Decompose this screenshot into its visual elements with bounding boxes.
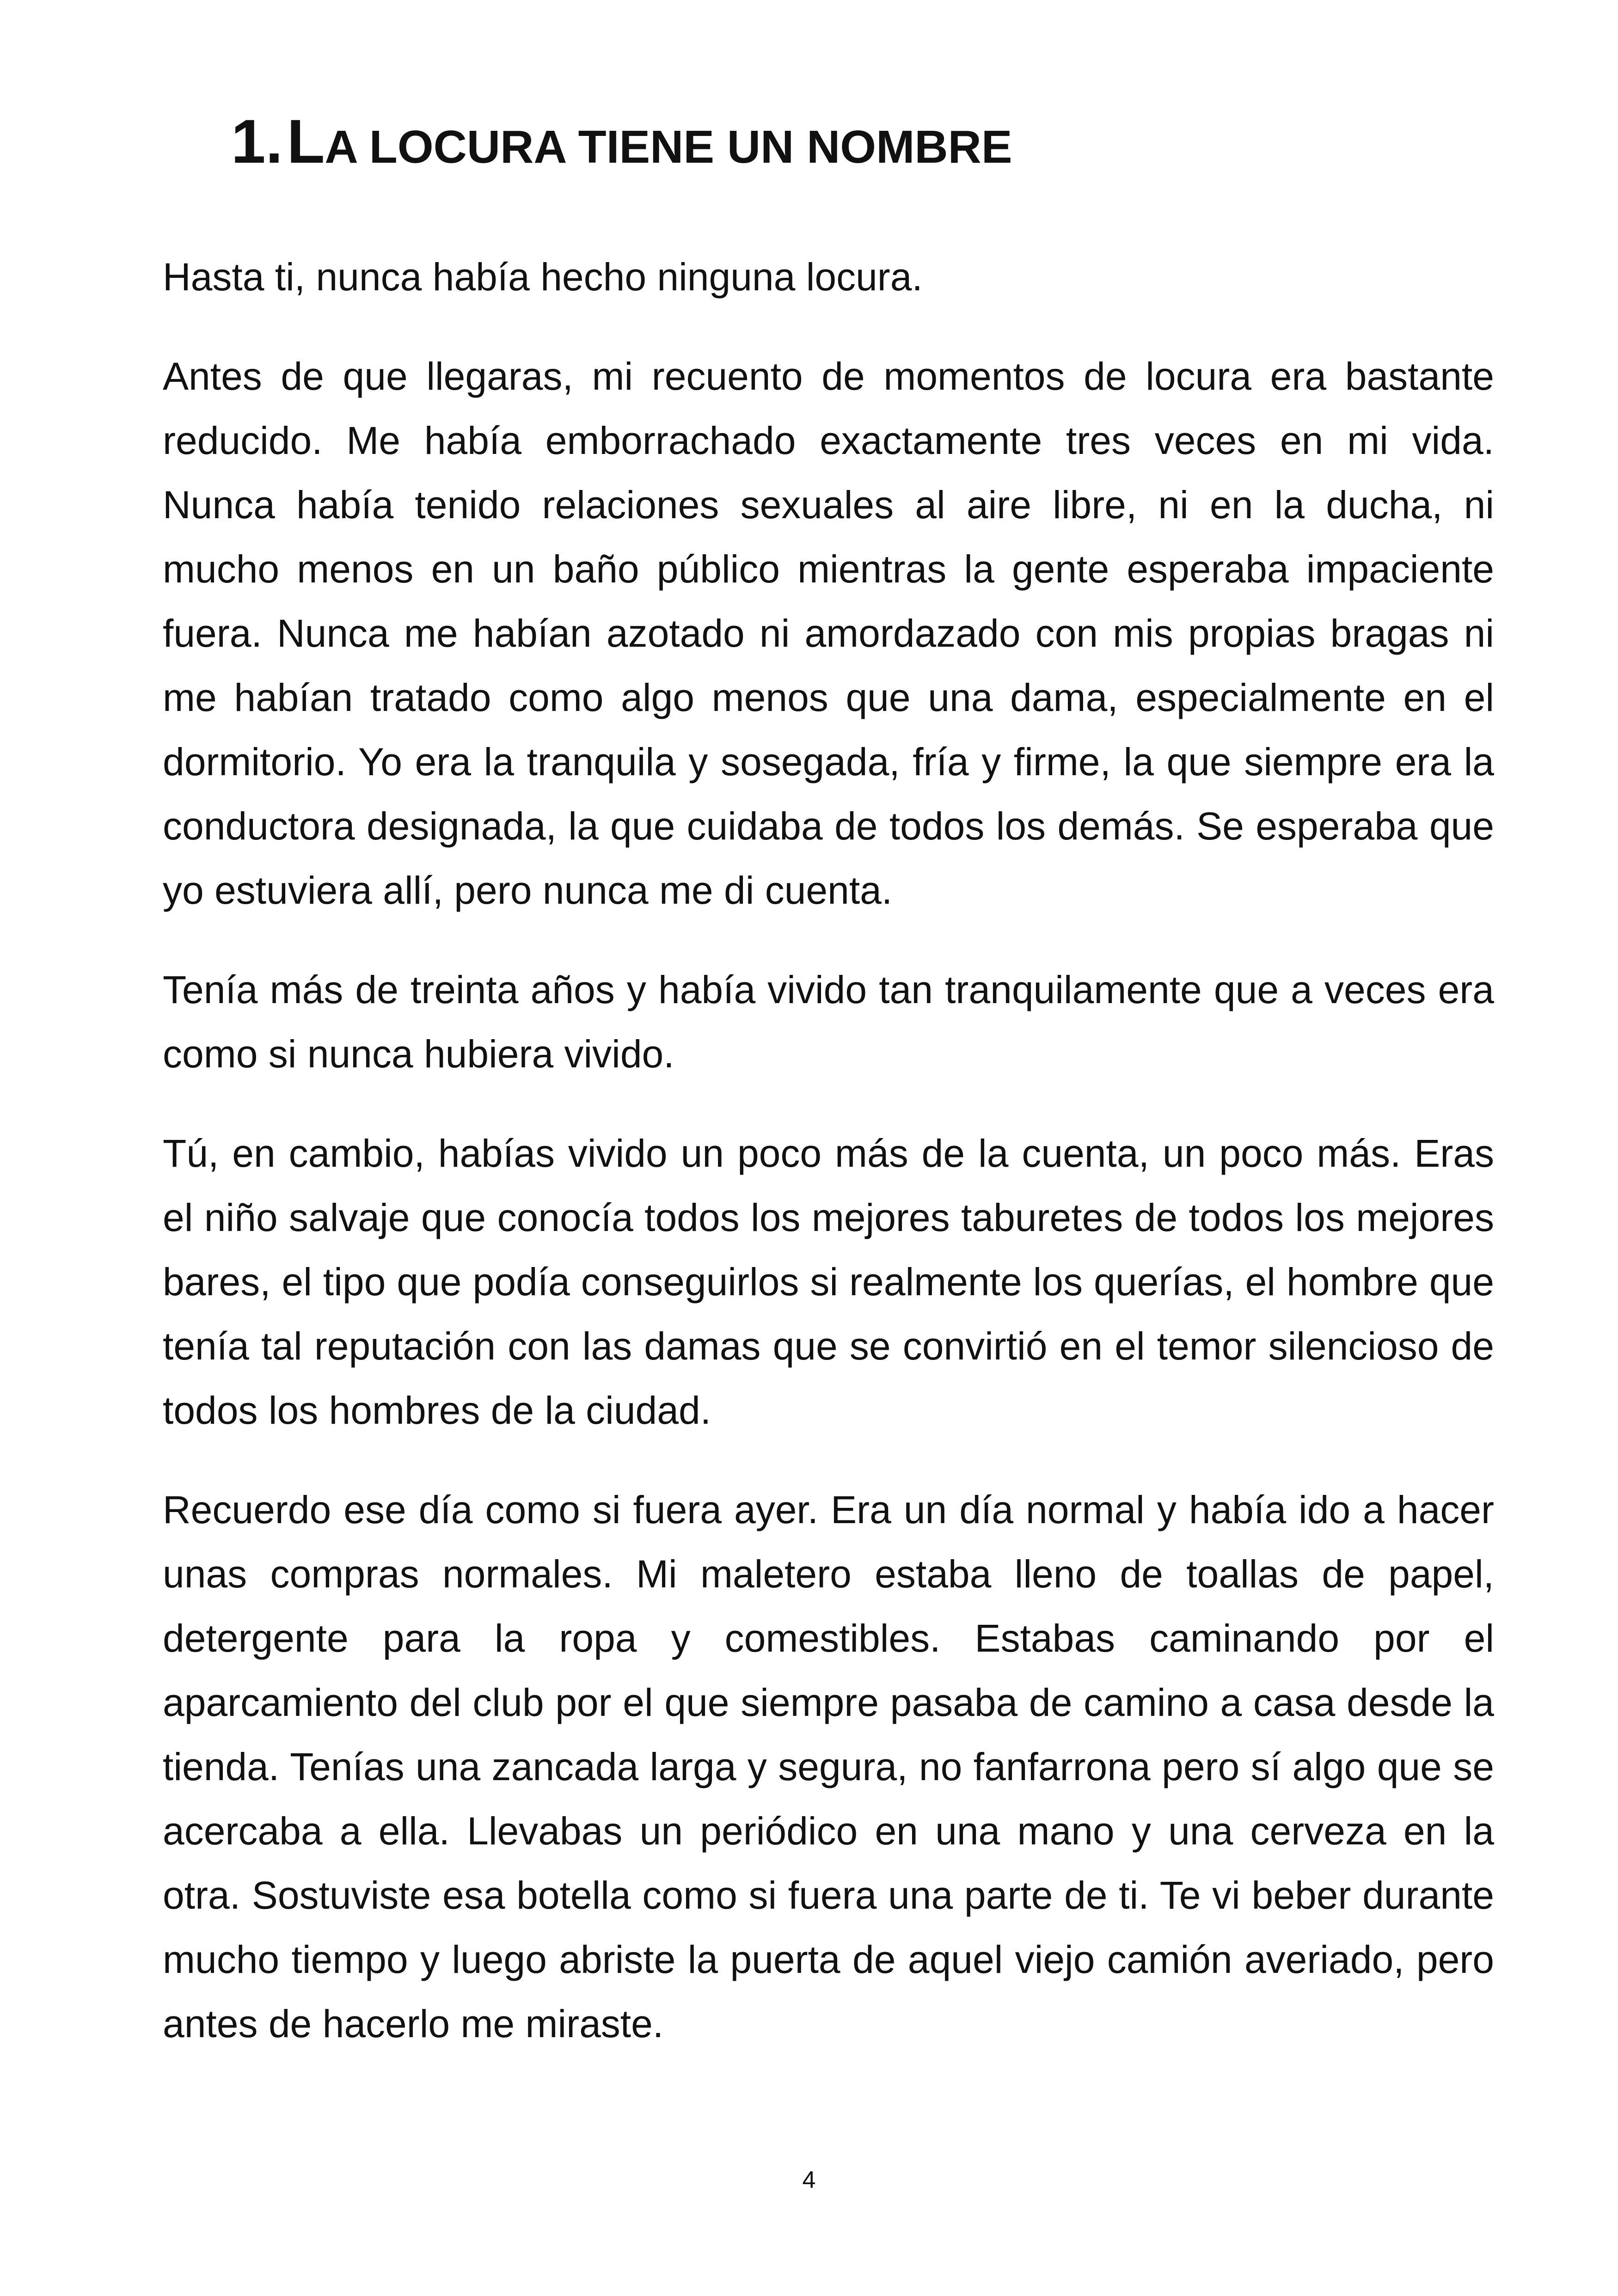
chapter-title-initial: L (287, 107, 325, 176)
chapter-title-small-caps: A LOCURA TIENE UN NOMBRE (325, 121, 1012, 173)
paragraph: Recuerdo ese día como si fuera ayer. Era un día normal y había ido a hacer unas compras normales. Mi maletero estaba lleno de toallas de papel, detergente para la ropa y comestibles. Estabas caminando por el aparcamiento del club por el que siempre pasaba de camino a casa desde la tienda. Tenías una zancada larga y segura, no fanfarrona pero sí algo que se acercaba a ella. Llevabas un periódico en una mano y una cerveza en la otra. Sostuviste esa botella como si fuera una parte de ti. Te vi beber durante mucho tiempo y luego abriste la puerta de aquel viejo camión averiado, pero antes de hacerlo me miraste. (163, 1488, 1494, 2045)
paragraph: Antes de que llegaras, mi recuento de momentos de locura era bastante reducido. Me había emborrachado exactamente tres veces en mi vida. Nunca había tenido relaciones sexuales al aire libre, ni en la ducha, ni mucho menos en un baño público mientras la gente esperaba impaciente fuera. Nunca me habían azotado ni amordazado con mis propias bragas ni me habían tratado como algo menos que una dama, especialmente en el dormitorio. Yo era la tranquila y sosegada, fría y firme, la que siempre era la conductora designada, la que cuidaba de todos los demás. Se esperaba que yo estuviera allí, pero nunca me di cuenta. (163, 355, 1494, 912)
chapter-number: 1. (231, 107, 283, 176)
paragraph: Hasta ti, nunca había hecho ninguna locura. (163, 255, 923, 299)
chapter-title (231, 107, 1012, 176)
page-number: 4 (802, 2167, 816, 2193)
paragraph: Tenía más de treinta años y había vivido tan tranquilamente que a veces era como si nunca hubiera vivido. (163, 968, 1494, 1076)
chapter-body (163, 245, 1494, 2091)
paragraph: Tú, en cambio, habías vivido un poco más de la cuenta, un poco más. Eras el niño salvaje que conocía todos los mejores taburetes de todos los mejores bares, el tipo que podía conseguirlos si realmente los querías, el hombre que tenía tal reputación con las damas que se convirtió en el temor silencioso de todos los hombres de la ciudad. (163, 1132, 1494, 1432)
